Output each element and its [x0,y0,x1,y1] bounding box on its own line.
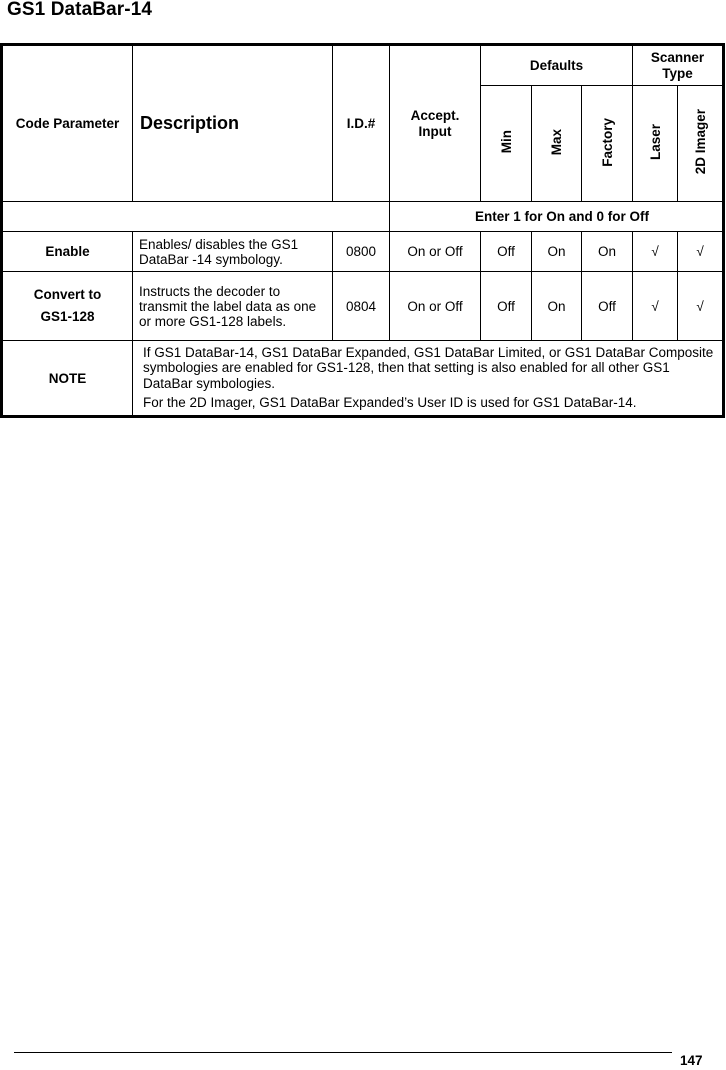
row-convert-description: Instructs the decoder to transmit the label data as one or more GS1-128 labels. [133,272,333,341]
row-convert-min: Off [481,272,532,341]
note-label: NOTE [2,341,133,417]
instruction-blank [2,202,390,232]
row-enable-accept-input: On or Off [390,232,481,272]
header-scanner-type: Scanner Type [633,45,724,86]
header-code-parameter: Code Parameter [2,45,133,202]
row-convert-parameter-line2: GS1-128 [40,309,95,324]
page-number: 147 [680,1053,703,1068]
header-laser [633,86,678,202]
row-convert-factory: Off [582,272,633,341]
header-factory-label: Factory [599,117,615,167]
note-paragraph-2: For the 2D Imager, GS1 DataBar Expanded’s User ID is used for GS1 DataBar-14. [143,395,637,410]
header-defaults: Defaults [481,45,633,86]
header-id: I.D.# [333,45,390,202]
row-enable-description: Enables/ disables the GS1 DataBar -14 symbology. [133,232,333,272]
row-convert-parameter-line1: Convert to [33,287,102,302]
header-min [481,86,532,202]
instruction-text: Enter 1 for On and 0 for Off [390,202,724,232]
table-row [2,272,724,341]
header-factory [582,86,633,202]
parameter-table [0,43,725,418]
row-convert-id: 0804 [333,272,390,341]
page-title: GS1 DataBar-14 [7,0,153,20]
note-text [133,341,724,417]
row-convert-laser-check: √ [633,272,678,341]
instruction-row [2,202,724,232]
row-enable-id: 0800 [333,232,390,272]
header-imager-label: 2D Imager [692,109,708,175]
row-convert-max: On [532,272,582,341]
row-enable-laser-check: √ [633,232,678,272]
row-enable-factory: On [582,232,633,272]
header-min-label: Min [498,130,514,154]
footer-rule [14,1052,672,1053]
table-row [2,232,724,272]
header-row-top [2,45,724,86]
header-accept-input: Accept. Input [390,45,481,202]
header-max-label: Max [549,128,564,156]
row-convert-parameter [2,272,133,341]
row-convert-imager-check: √ [678,272,724,341]
header-description: Description [133,45,333,202]
header-imager [678,86,724,202]
row-enable-min: Off [481,232,532,272]
row-enable-imager-check: √ [678,232,724,272]
row-convert-accept-input: On or Off [390,272,481,341]
note-paragraph-1: If GS1 DataBar-14, GS1 DataBar Expanded, GS1 DataBar Limited, or GS1 DataBar Composite symbologies are enabled for GS1-128, then that setting is also enabled for all other GS1 DataBar symbologies. [143,344,714,391]
header-max [532,86,582,202]
row-enable-parameter: Enable [2,232,133,272]
note-row [2,341,724,417]
row-enable-max: On [532,232,582,272]
header-laser-label: Laser [647,123,663,161]
